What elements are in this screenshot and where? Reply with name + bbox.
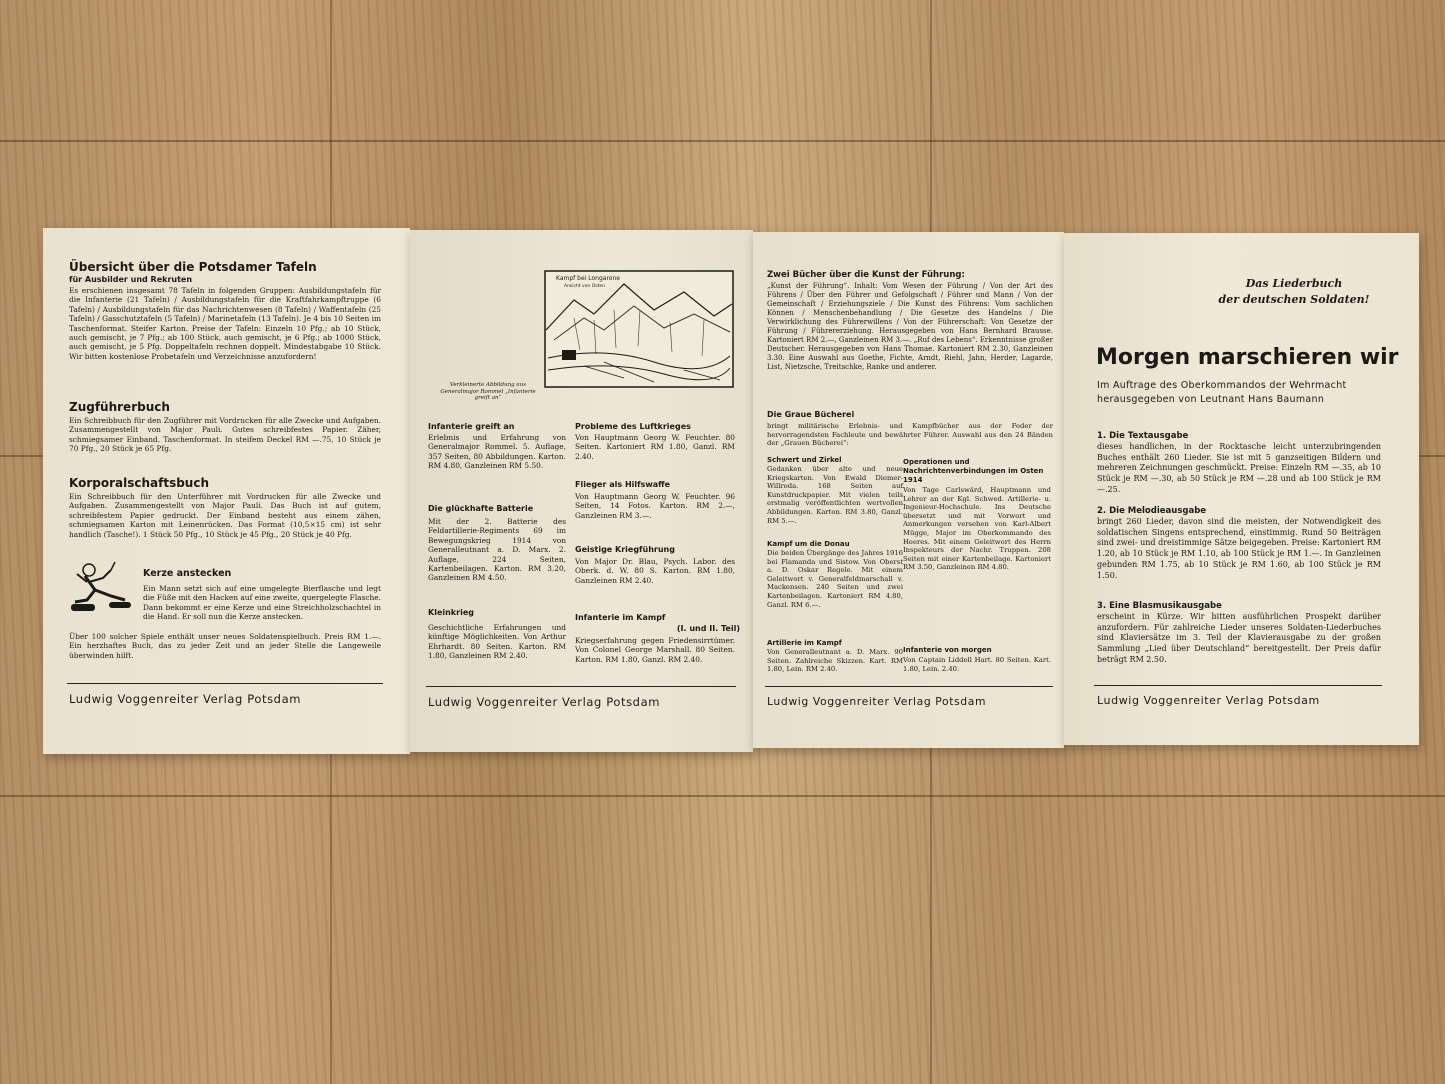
book-description: Von Generalleutnant a. D. Marx. 90 Seiten. Zahlreiche Skizzen. Kart. RM 1.80, Lein. RM 2.40. xyxy=(767,648,903,674)
book-subtitle-line-2: herausgegeben von Leutnant Hans Baumann xyxy=(1097,394,1325,405)
edition-title: 3. Eine Blasmusikausgabe xyxy=(1097,601,1222,611)
publisher-footer: Ludwig Voggenreiter Verlag Potsdam xyxy=(428,695,661,709)
edition-title: 2. Die Melodieausgabe xyxy=(1097,506,1207,516)
footer-divider xyxy=(426,686,736,687)
book-title: Die glückhafte Batterie xyxy=(428,504,534,513)
edition-description: erscheint in Kürze. Wir bitten ausführlichen Prospekt darüber anzufordern. Für zahlreiche Lieder unseres Soldaten-Liederbuches sind Klaviersätze im 3. Teil der Klavierausgabe zu der großen Sammlung „Lied über Deutschland“ bereitgestellt. Der Preis dafür beträgt RM 2.50. xyxy=(1097,612,1381,664)
tagline-line-2: der deutschen Soldaten! xyxy=(1218,293,1370,306)
panel-title: Übersicht über die Potsdamer Tafeln xyxy=(69,260,317,274)
edition-description: dieses handlichen, in der Rocktasche leicht unterzubringenden Buches enthält 260 Lieder. Sie ist mit 5 ganzseitigen Bildern und mehreren Zeichnungen geschmückt. Preise: Einzeln RM —.35, ab 10 Stück je RM —.30, ab 50 Stück je RM —.28 und ab 100 Stück je RM —.25. xyxy=(1097,442,1381,494)
book-title: Infanterie von morgen xyxy=(903,646,992,654)
tafeln-description: Es erschienen insgesamt 78 Tafeln in folgenden Gruppen: Ausbildungstafeln für die Infanterie (21 Tafeln) / Ausbildungstafeln für die Kraftfahrkampftruppe (6 Tafeln) / Ausbildungstafeln für das Nachrichtenwesen (8 Tafeln) / Waffentafeln (25 Tafeln) / Gasschutztafeln (5 Tafeln) / Marinetafeln (13 Tafeln). Je 4 bis 10 Seiten im Taschenformat. Steifer Karton. Preise der Tafeln: Einzeln 10 Pfg.; ab 10 Stück, auch gemischt, je 7 Pfg.; ab 100 Stück, auch gemischt, je 6 Pfg.; ab 1000 Stück, auch gemischt, je 5 Pfg. Doppeltafeln rechnen doppelt. Mindestabgabe 10 Stück. Wir bitten kostenlose Probetafeln und Verzeichnisse anzufordern! xyxy=(69,286,381,361)
book-title: Kleinkrieg xyxy=(428,608,474,617)
book-description: Mit der 2. Batterie des Feldartillerie-Regiments 69 im Bewegungskrieg 1914 von Generalleutnant a. D. Marx. 2. Auflage, 224 Seiten, Kartenbeilagen. Karton. RM 3.20, Ganzleinen RM 4.50. xyxy=(428,517,566,583)
panel-subtitle: für Ausbilder und Rekruten xyxy=(69,275,193,284)
section-title-zugfuehrerbuch: Zugführerbuch xyxy=(69,400,170,414)
section-title-graue-buecherei: Die Graue Bücherei xyxy=(767,410,855,419)
zugfuehrerbuch-description: Ein Schreibbuch für den Zugführer mit Vordrucken für alle Zwecke und Aufgaben. Zusammengestellt von Major Pauli. Gutes schreibfestes Papier. Zäher, schmiegsamer Einband. Taschenformat. In steifem Deckel RM —.75, 10 Stück je 70 Pfg., 20 Stück je 65 Pfg. xyxy=(69,416,381,454)
longarone-battle-map xyxy=(544,270,734,388)
kerze-anstecken-description: Ein Mann setzt sich auf eine umgelegte Bierflasche und legt die Füße mit den Hacken auf eine zweite, quergelegte Flasche. Dann bekommt er eine Kerze und eine Streichholzschachtel in die Hand. Er soll nun die Kerze anstecken. xyxy=(143,584,381,622)
leaflet-panel-rommel-books xyxy=(410,230,753,752)
leaflet-panel-graue-buecherei xyxy=(753,232,1064,748)
floor-plank-seam xyxy=(0,140,1445,142)
book-description: Von Tage Carlswärd, Hauptmann und Lehrer an der Kgl. Schwed. Artillerie- u. Ingenieur-Hochschule. Ins Deutsche übersetzt und mit Vorwort und Anmerkungen versehen von Karl-Albert Mügge, Major im Oberkommando des Heeres. Mit einem Geleitwort des Herrn Inspekteurs der Nachr. Truppen. 208 Seiten mit einer Kartenbeilage. Kartoniert RM 3.50, Ganzleinen RM 4.80. xyxy=(903,486,1051,572)
publisher-footer: Ludwig Voggenreiter Verlag Potsdam xyxy=(1097,694,1320,707)
tagline-line-1: Das Liederbuch xyxy=(1245,277,1343,290)
book-description: Von Hauptmann Georg W. Feuchter. 80 Seiten. Kartoniert RM 1.80, Ganzl. RM 2.40. xyxy=(575,433,735,461)
map-caption: Verkleinerte Abbildung aus Generalmajor Rommel „Infanterie greift an“ xyxy=(440,382,536,402)
book-title-volume: (I. und II. Teil) xyxy=(676,624,740,633)
book-title: Schwert und Zirkel xyxy=(767,456,842,464)
publisher-footer: Ludwig Voggenreiter Verlag Potsdam xyxy=(69,692,302,706)
leadership-books-description: „Kunst der Führung“. Inhalt: Vom Wesen der Führung / Von der Art des Führens / Über den Führer und Gefolgschaft / Führer und Mann / Von der Gemeinschaft / Erziehungsziele / Die Kunst des Führens: Vom sachlichen Können / Menschenbehandlung / Die Gesetze des Handelns / Die Verwirklichung des Führerwillens / Von der Führerschaft: Von Gesetze der Führung / Führererziehung. Herausgegeben von Hans Bernhard Brausse. Kartoniert RM 2.—, Ganzleinen RM 3.—. „Ruf des Lebens“. Erkenntnisse großer Deutscher. Herausgegeben von Hans Thomae. Kartoniert RM 2.30, Ganzleinen 3.30. Eine Auswahl aus Goethe, Fichte, Arndt, Riehl, Jahn, Herder, Lagarde, List, Nietzsche, Treitschke, Ranke und anderer. xyxy=(767,282,1053,371)
book-description: Die beiden Übergänge des Jahres 1916 bei Flamanda und Sistow. Von Oberst a. D. Oskar Regele. Mit einem Geleitwort v. Generalfeldmarschall v. Mackensen. 240 Seiten und zwei Kartenbeilagen. Kartoniert RM 4.80, Ganzl. RM 6.—. xyxy=(767,549,903,609)
book-title: Infanterie im Kampf xyxy=(575,613,666,622)
book-title: Geistige Kriegführung xyxy=(575,545,675,554)
book-title: Probleme des Luftkrieges xyxy=(575,422,691,431)
edition-title: 1. Die Textausgabe xyxy=(1097,431,1189,441)
edition-description: bringt 260 Lieder, davon sind die meisten, der Notwendigkeit des soldatischen Singens entsprechend, einstimmig. Rund 50 Beiträgen sind zwei- und dreistimmige Sätze beigegeben. Preise: Kartoniert RM 1.20, ab 10 Stück je RM 1.10, ab 100 Stück je RM 1.—. In Ganzleinen gebunden RM 1.75, ab 10 Stück je RM 1.60, ab 100 Stück je RM 1.50. xyxy=(1097,517,1381,580)
book-title: Kampf um die Donau xyxy=(767,540,850,548)
man-on-bottles-illustration xyxy=(67,560,137,622)
book-description: Von Major Dr. Blau, Psych. Labor. des Oberk. d. W. 80 S. Karton. RM 1.80, Ganzleinen RM 2.40. xyxy=(575,557,735,585)
leaflet-panel-liederbuch xyxy=(1064,233,1419,745)
map-title: Kampf bei Longarone xyxy=(556,275,620,282)
footer-divider xyxy=(1094,685,1382,686)
book-description: Kriegserfahrung gegen Friedensirrtümer. Von Colonel George Marshall. 80 Seiten. Karton. RM 1.80, Ganzl. RM 2.40. xyxy=(575,636,735,664)
book-main-title: Morgen marschieren wir xyxy=(1096,345,1399,370)
floor-plank-seam xyxy=(0,795,1445,797)
book-title: Artillerie im Kampf xyxy=(767,639,842,647)
map-subtitle: Ansicht von Osten xyxy=(564,284,606,289)
footer-divider xyxy=(765,686,1053,687)
book-title: Operationen und Nachrichtenverbindungen im Osten 1914 xyxy=(903,458,1044,484)
footer-divider xyxy=(67,683,383,684)
section-title-korporalschaftsbuch: Korporalschaftsbuch xyxy=(69,476,209,490)
leaflet-panel-potsdamer-tafeln xyxy=(43,228,410,754)
book-title: Flieger als Hilfswaffe xyxy=(575,480,671,489)
section-title-kerze-anstecken: Kerze anstecken xyxy=(143,568,232,579)
book-description: Geschichtliche Erfahrungen und künftige Möglichkeiten. Von Arthur Ehrhardt. 80 Seiten. Karton. RM 1.80, Ganzleinen RM 2.40. xyxy=(428,623,566,661)
book-subtitle-line-1: Im Auftrage des Oberkommandos der Wehrmacht xyxy=(1097,380,1347,391)
soldatenspielbuch-note: Über 100 solcher Spiele enthält unser neues Soldatenspielbuch. Preis RM 1.—. Ein herzhaftes Buch, das zu jeder Zeit und an jeder Stelle die Langeweile überwinden hilft. xyxy=(69,632,381,660)
publisher-footer: Ludwig Voggenreiter Verlag Potsdam xyxy=(767,695,987,708)
panel-title: Zwei Bücher über die Kunst der Führung: xyxy=(767,270,965,280)
book-title: Infanterie greift an xyxy=(428,422,515,431)
korporalschaftsbuch-description: Ein Schreibbuch für den Unterführer mit Vordrucken für alle Zwecke und Aufgaben. Zusammengestellt von Major Pauli. Das Buch ist auf gutem, schreibfestem Papier gedruckt. Der Einband besteht aus einem zähen, schmiegsamen Karton mit Leinenrücken. Das Format (10,5×15 cm) ist sehr handlich (Tasche!). 1 Stück 50 Pfg., 10 Stück je 45 Pfg., 20 Stück je 40 Pfg. xyxy=(69,492,381,539)
book-description: Erlebnis und Erfahrung von Generalmajor Rommel. 5. Auflage, 357 Seiten, 80 Abbildungen. Karton. RM 4.80, Ganzleinen RM 5.50. xyxy=(428,433,566,471)
book-description: Von Hauptmann Georg W. Feuchter. 96 Seiten, 14 Fotos. Karton. RM 2.—, Ganzleinen RM 3.—. xyxy=(575,492,735,520)
book-description: Von Captain Liddell Hart. 80 Seiten. Kart. 1.80, Lein. 2.40. xyxy=(903,656,1051,673)
graue-buecherei-intro: bringt militärische Erlebnis- und Kampfbücher aus der Feder der hervorragendsten Fachleute und bewährter Führer. Auswahl aus den 24 Bänden der „Grauen Bücherei“: xyxy=(767,422,1053,447)
book-description: Gedanken über alte und neue Kriegskarten. Von Ewald Diemer-Willroda. 168 Seiten auf Kunstdruckpapier. Mit vielen teils erstmalig veröffentlichten wertvollen Abbildungen. Karton. RM 3.80, Ganzl. RM 5.—. xyxy=(767,465,903,525)
